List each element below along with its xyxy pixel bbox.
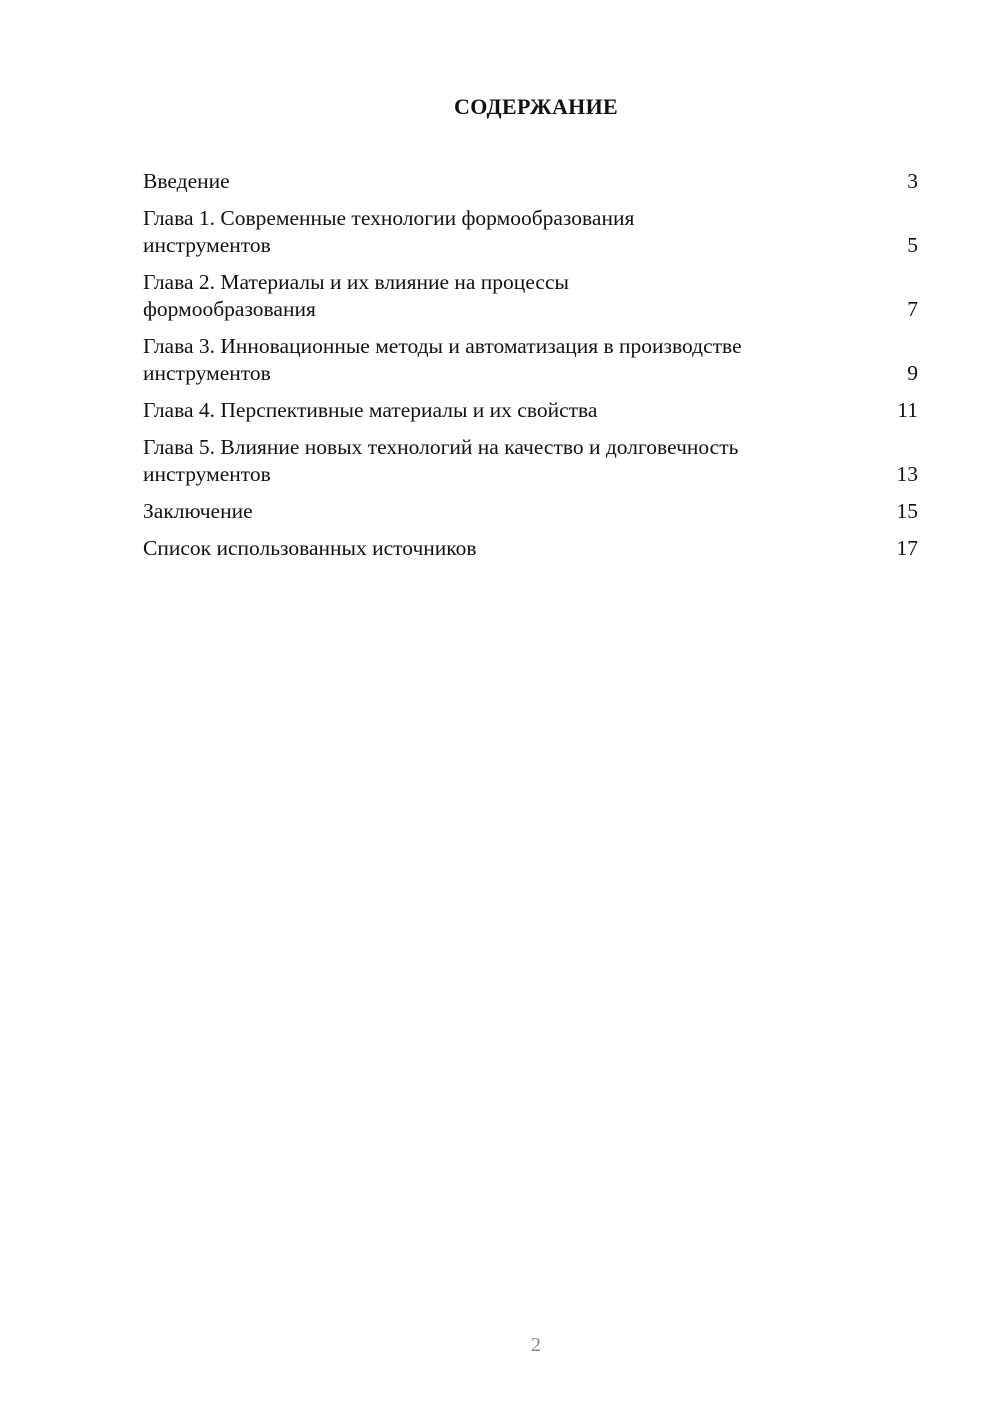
toc-item-page: 13 bbox=[896, 462, 918, 486]
toc-item-conclusion bbox=[143, 498, 918, 525]
toc-item-label: Введение bbox=[143, 169, 230, 193]
toc-item-page: 5 bbox=[907, 233, 918, 257]
toc-item-chapter-3 bbox=[143, 333, 918, 387]
toc-item-chapter-4 bbox=[143, 397, 918, 424]
toc-item-label: Глава 5. Влияние новых технологий на качество и долговечность инструментов bbox=[143, 435, 739, 486]
toc-item-label: Глава 3. Инновационные методы и автоматизация в производстве инструментов bbox=[143, 334, 742, 385]
toc-item-label: Заключение bbox=[143, 499, 253, 523]
page-title: СОДЕРЖАНИЕ bbox=[454, 94, 618, 119]
toc-item-chapter-5 bbox=[143, 434, 918, 488]
page-number: 2 bbox=[531, 1334, 541, 1356]
toc-item-chapter-1 bbox=[143, 205, 918, 259]
toc-item-label: Список использованных источников bbox=[143, 536, 477, 560]
toc-item-page: 9 bbox=[907, 361, 918, 385]
toc-item-label: Глава 1. Современные технологии формообразования инструментов bbox=[143, 206, 635, 257]
toc-item-page: 17 bbox=[896, 536, 918, 560]
table-of-contents bbox=[143, 168, 918, 572]
toc-item-chapter-2 bbox=[143, 269, 918, 323]
toc-item-page: 7 bbox=[907, 297, 918, 321]
toc-item-page: 15 bbox=[896, 499, 918, 523]
toc-item-page: 3 bbox=[907, 169, 918, 193]
toc-item-introduction bbox=[143, 168, 918, 195]
toc-item-references bbox=[143, 535, 918, 562]
toc-item-page: 11 bbox=[897, 398, 918, 422]
toc-item-label: Глава 2. Материалы и их влияние на процессы формообразования bbox=[143, 270, 569, 321]
toc-item-label: Глава 4. Перспективные материалы и их свойства bbox=[143, 398, 598, 422]
